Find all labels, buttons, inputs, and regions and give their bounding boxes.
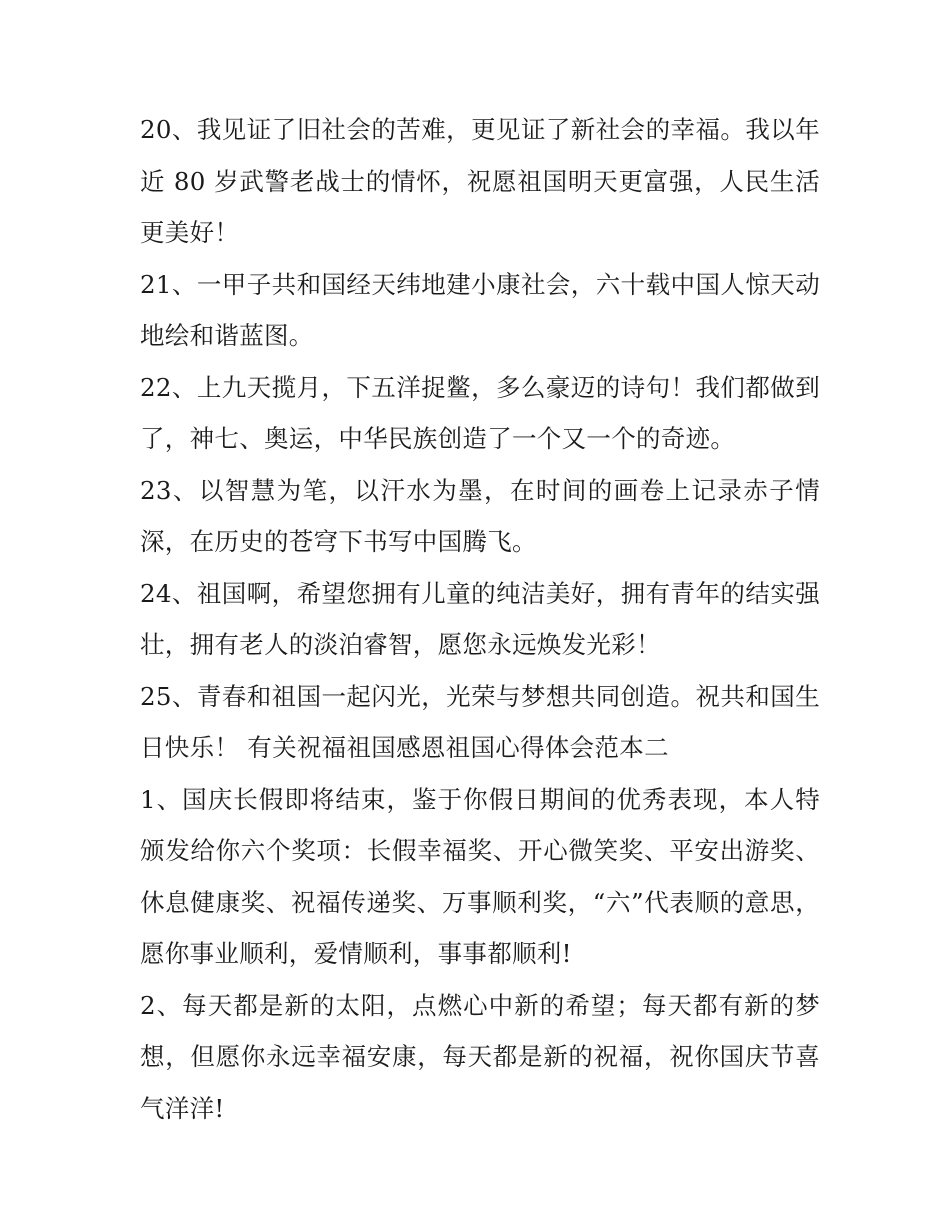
paragraph-21: 21、一甲子共和国经天纬地建小康社会，六十载中国人惊天动地绘和谐蓝图。 [140,269,820,350]
paragraph-25: 25、青春和祖国一起闪光，光荣与梦想共同创造。祝共和国生日快乐！ 有关祝福祖国感恩祖国心得体会范本二 [140,681,820,762]
paragraph-section2-2: 2、每天都是新的太阳，点燃心中新的希望；每天都有新的梦想，但愿你永远幸福安康，每天都是新的祝福，祝你国庆节喜气洋洋! [140,990,820,1123]
paragraph-20: 20、我见证了旧社会的苦难，更见证了新社会的幸福。我以年近 80 岁武警老战士的情怀，祝愿祖国明天更富强，人民生活更美好！ [140,115,820,247]
document-body [140,104,820,1134]
paragraph-24: 24、祖国啊，希望您拥有儿童的纯洁美好，拥有青年的结实强壮，拥有老人的淡泊睿智，愿您永远焕发光彩！ [140,578,820,659]
paragraph-section2-1: 1、国庆长假即将结束，鉴于你假日期间的优秀表现，本人特颁发给你六个奖项：长假幸福奖、开心微笑奖、平安出游奖、休息健康奖、祝福传递奖、万事顺利奖，“六”代表顺的意思，愿你事业顺利，爱情顺利，事事都顺利! [140,784,820,968]
paragraph-23: 23、以智慧为笔，以汗水为墨，在时间的画卷上记录赤子情深，在历史的苍穹下书写中国腾飞。 [140,475,820,556]
paragraph-22: 22、上九天揽月，下五洋捉鳖，多么豪迈的诗句！我们都做到了，神七、奥运，中华民族创造了一个又一个的奇迹。 [140,372,820,453]
